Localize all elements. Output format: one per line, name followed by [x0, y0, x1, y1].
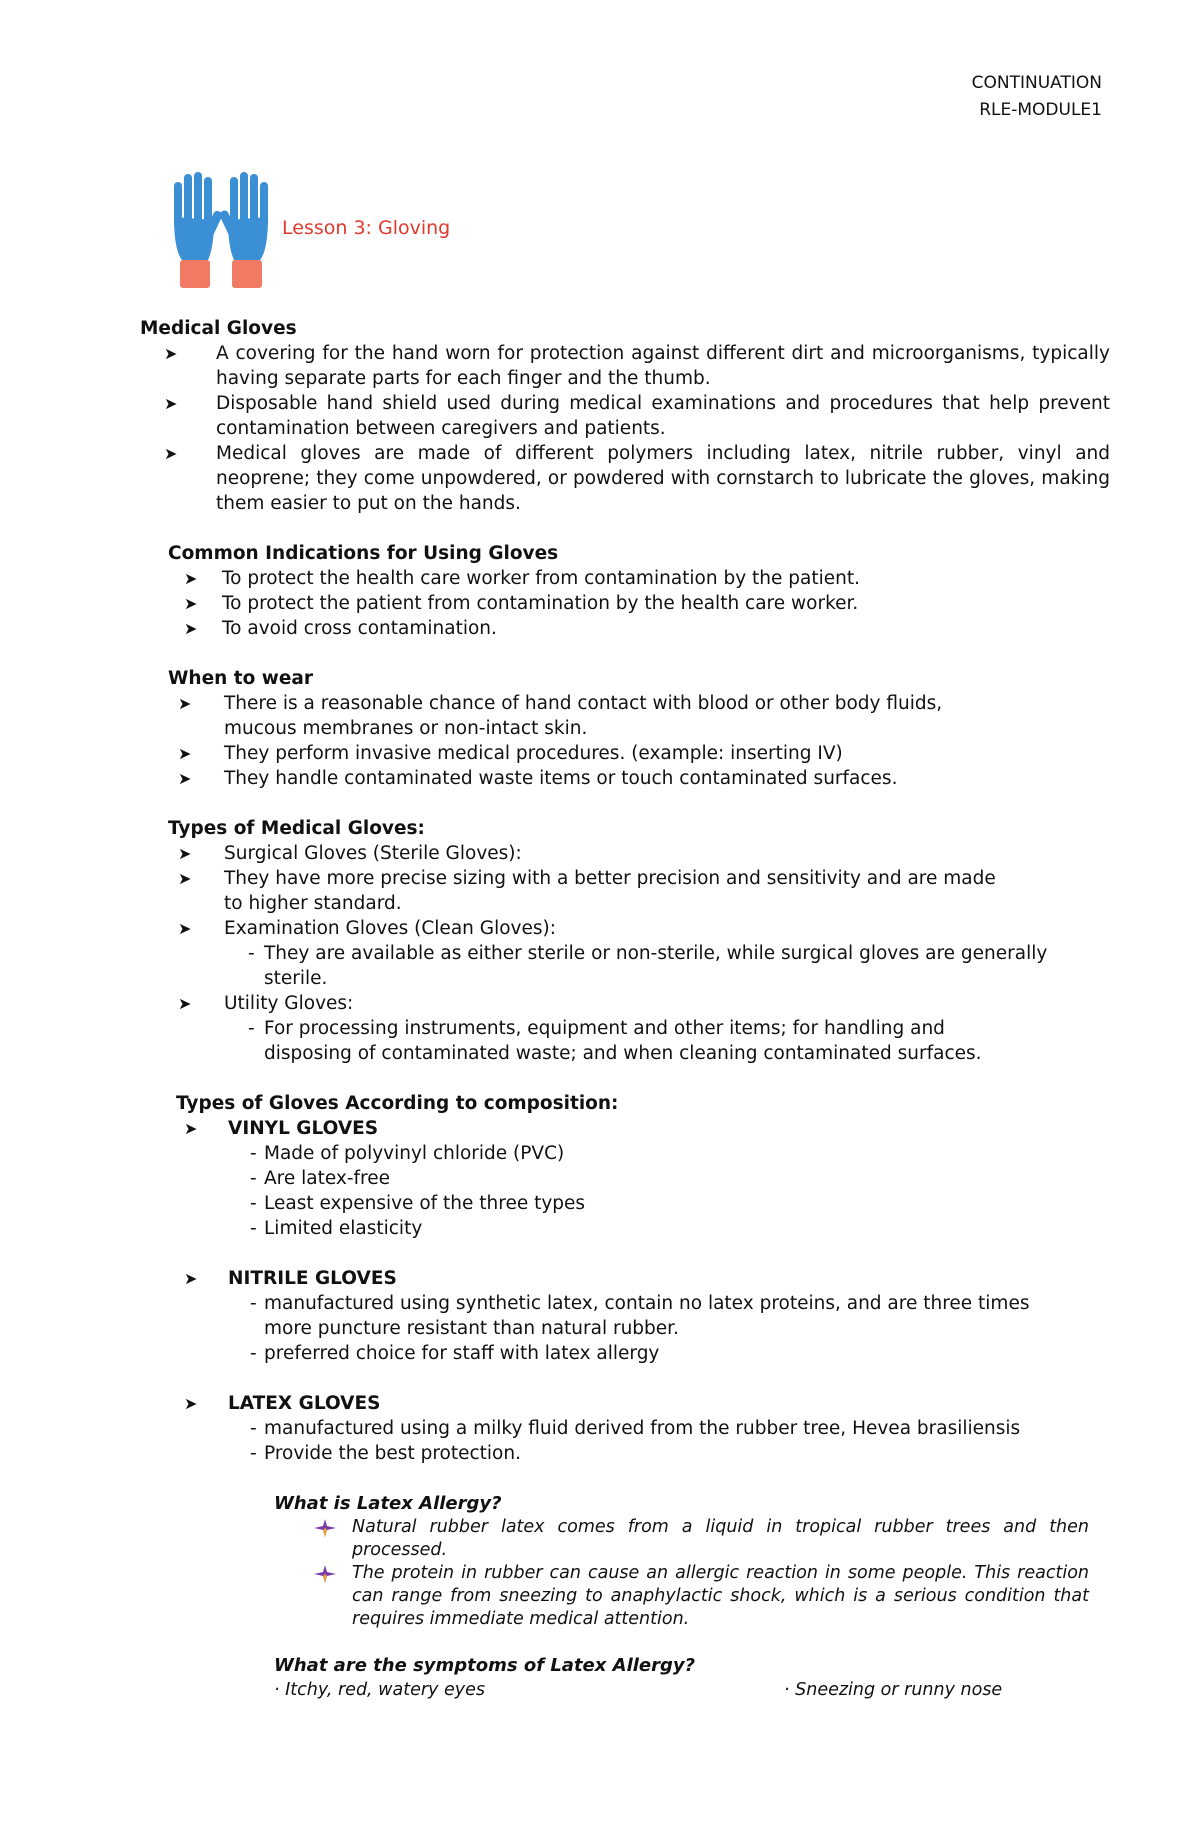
arrow-bullet-icon: ➤ [178, 844, 192, 863]
heading-indications: Common Indications for Using Gloves [168, 543, 559, 564]
arrow-bullet-icon: ➤ [164, 394, 178, 413]
arrow-bullet-icon: ➤ [184, 1119, 198, 1138]
document-body [140, 316, 1110, 1702]
list-item: Natural rubber latex comes from a liquid in tropical rubber trees and then processed. [314, 1516, 1089, 1562]
list-item: ➤ Disposable hand shield used during medical examinations and procedures that help prevent contamination between caregivers and patients. [164, 393, 1110, 439]
arrow-bullet-icon: ➤ [184, 1269, 198, 1288]
arrow-bullet-icon: ➤ [164, 444, 178, 463]
heading-composition: Types of Gloves According to composition: [176, 1093, 619, 1114]
list-item: ➤ Surgical Gloves (Sterile Gloves): [178, 843, 522, 864]
header-module: RLE-MODULE1 [979, 100, 1102, 120]
lesson-title: Lesson 3: Gloving [282, 217, 451, 239]
heading-symptoms: What are the symptoms of Latex Allergy? [274, 1655, 696, 1676]
list-item: ➤ Medical gloves are made of different polymers including latex, nitrile rubber, vinyl and neoprene; they come unpowdered, or powdered with cornstarch to lubricate the gloves, making them easier to put on the hands. [164, 443, 1110, 514]
vinyl-points: - Made of polyvinyl chloride (PVC) - Are latex-free - Least expensive of the three types - Limited elasticity [184, 1141, 1110, 1241]
heading-latex-allergy: What is Latex Allergy? [274, 1493, 502, 1514]
arrow-bullet-icon: ➤ [178, 869, 192, 888]
list-item: ➤ To avoid cross contamination. [184, 618, 497, 639]
list-item: ➤ They handle contaminated waste items or touch contaminated surfaces. [178, 768, 898, 789]
arrow-bullet-icon: ➤ [184, 619, 198, 638]
exam-gloves-detail: - They are available as either sterile or non-sterile, while surgical gloves are generally sterile. [168, 941, 1048, 991]
heading-types: Types of Medical Gloves: [168, 818, 425, 839]
latex-gloves-title: ➤ LATEX GLOVES [184, 1393, 381, 1414]
utility-gloves-detail: - For processing instruments, equipment and other items; for handling and disposing of contaminated waste; and when cleaning contaminated surfaces. [168, 1016, 1038, 1066]
section-medical-gloves [140, 316, 1110, 516]
section-types [168, 816, 1110, 1066]
list-item: ➤ They perform invasive medical procedures. (example: inserting IV) [178, 743, 843, 764]
heading-when-to-wear: When to wear [168, 668, 313, 689]
heading-medical-gloves: Medical Gloves [140, 318, 297, 339]
symptom-item: · Sneezing or runny nose [784, 1680, 1003, 1700]
latex-points: - manufactured using a milky fluid derived from the rubber tree, Hevea brasiliensis - Provide the best protection. [184, 1416, 1090, 1466]
vinyl-gloves-title: ➤ VINYL GLOVES [184, 1118, 379, 1139]
header-continuation: CONTINUATION [971, 73, 1102, 93]
arrow-bullet-icon: ➤ [178, 994, 192, 1013]
list-item: ➤ To protect the health care worker from contamination by the patient. [184, 568, 860, 589]
list-item: ➤ They have more precise sizing with a better precision and sensitivity and are made to higher standard. [178, 868, 996, 914]
list-item: ➤ A covering for the hand worn for protection against different dirt and microorganisms, typically having separate parts for each finger and the thumb. [164, 343, 1110, 389]
symptoms-list [274, 1678, 1089, 1702]
arrow-bullet-icon: ➤ [178, 769, 192, 788]
nitrile-points: - manufactured using synthetic latex, contain no latex proteins, and are three times more puncture resistant than natural rubber. - preferred choice for staff with latex allergy [184, 1291, 1040, 1366]
list-item: ➤ Examination Gloves (Clean Gloves): [178, 918, 556, 939]
list-item: ➤ There is a reasonable chance of hand contact with blood or other body fluids, mucous membranes or non-intact skin. [178, 693, 943, 739]
four-point-star-icon [314, 1519, 336, 1537]
four-point-star-icon [314, 1565, 336, 1583]
section-indications [168, 541, 1110, 641]
arrow-bullet-icon: ➤ [164, 344, 178, 363]
arrow-bullet-icon: ➤ [184, 569, 198, 588]
list-item: ➤ Utility Gloves: [178, 993, 354, 1014]
section-latex-allergy [274, 1491, 1089, 1702]
list-item: ➤ To protect the patient from contamination by the health care worker. [184, 593, 859, 614]
arrow-bullet-icon: ➤ [178, 744, 192, 763]
arrow-bullet-icon: ➤ [178, 694, 192, 713]
section-when-to-wear [168, 666, 1110, 791]
arrow-bullet-icon: ➤ [178, 919, 192, 938]
document-header [972, 70, 1102, 124]
list-item: The protein in rubber can cause an allergic reaction in some people. This reaction can range from sneezing to anaphylactic shock, which is a serious condition that requires immediate medical attention. [314, 1562, 1089, 1631]
section-composition [176, 1091, 1110, 1466]
arrow-bullet-icon: ➤ [184, 1394, 198, 1413]
gloves-icon [164, 172, 282, 290]
arrow-bullet-icon: ➤ [184, 594, 198, 613]
nitrile-gloves-title: ➤ NITRILE GLOVES [184, 1268, 397, 1289]
symptom-item: · Itchy, red, watery eyes [274, 1680, 485, 1700]
